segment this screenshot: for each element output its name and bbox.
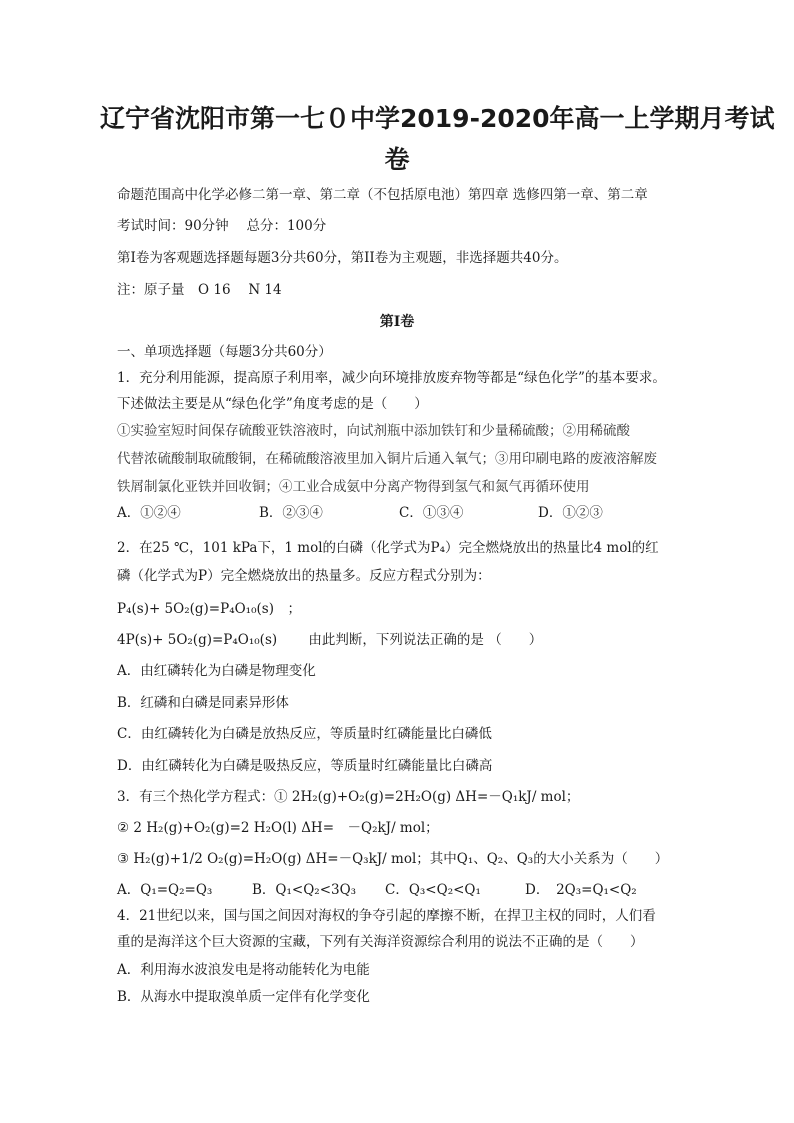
q3-line3: ③ H₂(g)+1/2 O₂(g)=H₂O(g) ΔH=－Q₃kJ/ mol；其中Q₁、Q₂、Q₃的大小关系为（ ） (117, 851, 669, 867)
q1-text-line3: 铁屑制氯化亚铁并回收铜；④工业合成氨中分离产物得到氢气和氮气再循环使用 (117, 479, 590, 495)
q4-stem-line1: 4．21世纪以来，国与国之间因对海权的争夺引起的摩擦不断，在捍卫主权的同时，人们看 (117, 908, 656, 924)
part-heading: 一、单项选择题（每题3分共60分） (117, 344, 332, 360)
q3-option-a: A．Q₁=Q₂=Q₃ (117, 882, 213, 898)
q3-option-b: B．Q₁<Q₂<3Q₃ (252, 882, 357, 898)
q1-option-d: D．①②③ (538, 505, 603, 521)
exam-structure: 第I卷为客观题选择题每题3分共60分，第II卷为主观题，非选择题共40分。 (117, 250, 568, 266)
atomic-mass-note: 注：原子量 O 16 N 14 (117, 282, 282, 298)
q2-option-a: A．由红磷转化为白磷是物理变化 (117, 663, 316, 679)
q1-text-line2: 代替浓硫酸制取硫酸铜，在稀硫酸溶液里加入铜片后通入氧气；③用印刷电路的废液溶解废 (117, 451, 657, 467)
q1-stem-line2: 下述做法主要是从“绿色化学”角度考虑的是（ ） (117, 396, 428, 412)
section-label: 第I卷 (379, 314, 415, 330)
q3-line1: 3．有三个热化学方程式：① 2H₂(g)+O₂(g)=2H₂O(g) ΔH=－Q₁kJ/ mol； (117, 789, 580, 805)
q1-option-a: A．①②④ (117, 505, 181, 521)
exam-title-line2: 卷 (384, 145, 410, 174)
q2-option-b: B．红磷和白磷是同素异形体 (117, 695, 289, 711)
q2-equation-2: 4P(s)+ 5O₂(g)=P₄O₁₀(s) 由此判断，下列说法正确的是 （ ） (117, 632, 543, 648)
q2-equation-1: P₄(s)+ 5O₂(g)=P₄O₁₀(s) ； (117, 601, 301, 617)
q3-option-d: D． 2Q₃=Q₁<Q₂ (525, 882, 637, 898)
q1-stem-line1: 1．充分利用能源，提高原子利用率，减少向环境排放废弃物等都是“绿色化学”的基本要求。 (117, 370, 666, 386)
exam-time: 考试时间：90分钟 总分：100分 (117, 218, 327, 234)
q4-stem-line2: 重的是海洋这个巨大资源的宝藏，下列有关海洋资源综合利用的说法不正确的是（ ） (117, 934, 644, 950)
q3-option-c: C．Q₃<Q₂<Q₁ (385, 882, 481, 898)
q2-option-c: C．由红磷转化为白磷是放热反应，等质量时红磷能量比白磷低 (117, 726, 492, 742)
q2-stem-line2: 磷（化学式为P）完全燃烧放出的热量多。反应方程式分别为： (117, 568, 491, 584)
q1-option-c: C．①③④ (399, 505, 464, 521)
q4-option-b: B．从海水中提取溴单质一定伴有化学变化 (117, 989, 370, 1005)
exam-scope: 命题范围高中化学必修二第一章、第二章（不包括原电池）第四章 选修四第一章、第二章 (117, 187, 648, 203)
q3-line2: ② 2 H₂(g)+O₂(g)=2 H₂O(l) ΔH= －Q₂kJ/ mol； (117, 820, 439, 836)
q1-text-line1: ①实验室短时间保存硫酸亚铁溶液时，向试剂瓶中添加铁钉和少量稀硫酸；②用稀硫酸 (117, 423, 630, 439)
exam-title-line1: 辽宁省沈阳市第一七０中学2019-2020年高一上学期月考试 (100, 104, 775, 133)
q2-option-d: D．由红磷转化为白磷是吸热反应，等质量时红磷能量比白磷高 (117, 758, 493, 774)
q4-option-a: A．利用海水波浪发电是将动能转化为电能 (117, 962, 370, 978)
q2-stem-line1: 2．在25 ℃，101 kPa下，1 mol的白磷（化学式为P₄）完全燃烧放出的热量比4 mol的红 (117, 540, 659, 556)
q1-option-b: B．②③④ (259, 505, 323, 521)
